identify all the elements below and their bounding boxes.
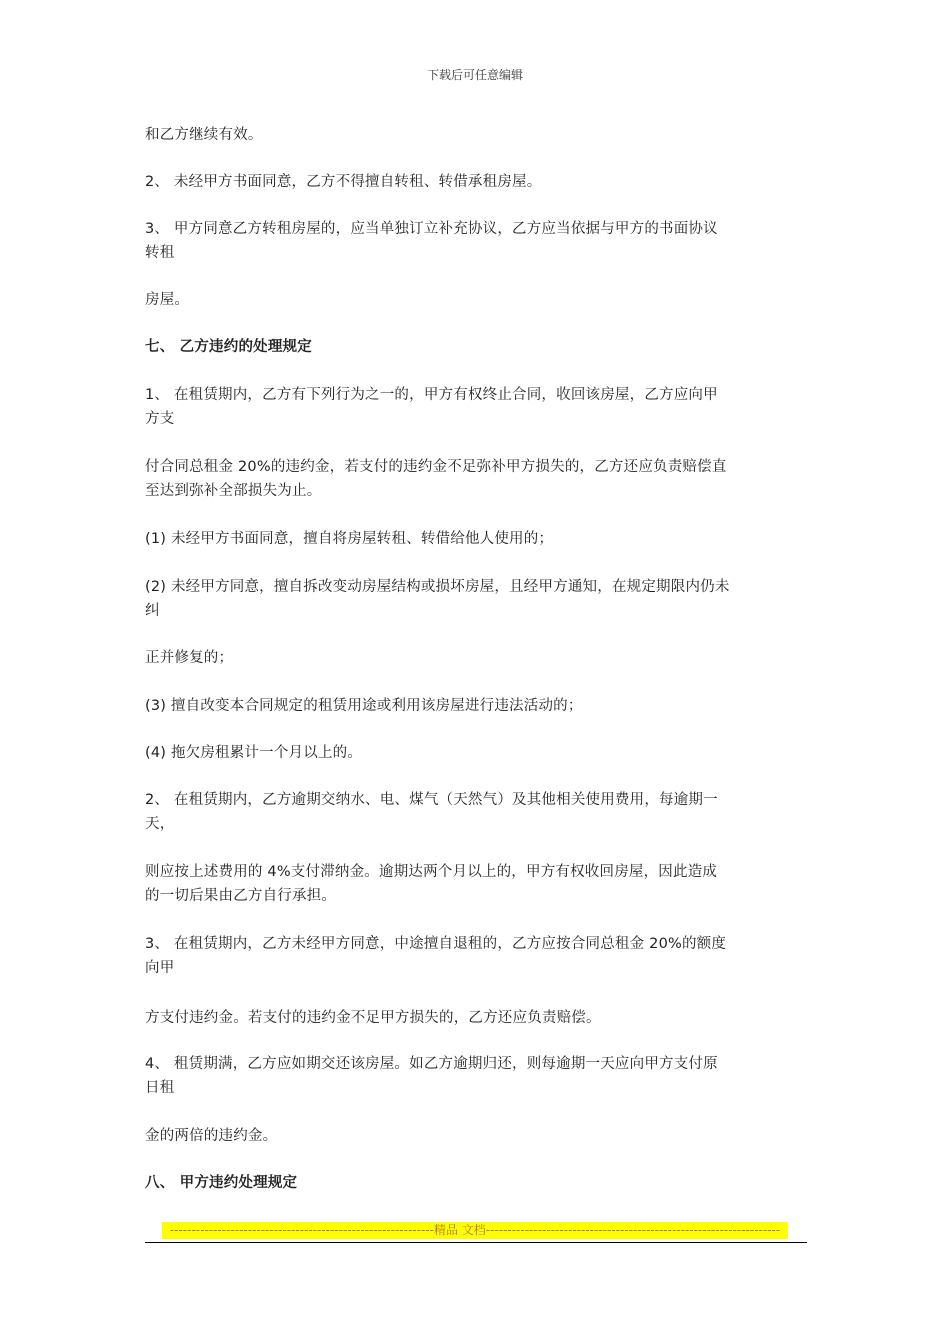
footer-divider bbox=[145, 1242, 807, 1243]
clause-1-line2: 方支 bbox=[145, 411, 175, 427]
clause-4-line3: 金的两倍的违约金。 bbox=[145, 1128, 278, 1144]
clause-1-line4: 至达到弥补全部损失为止。 bbox=[145, 483, 322, 499]
section-8-heading: 八、 甲方违约处理规定 bbox=[145, 1175, 298, 1191]
item-2-line3: 正并修复的； bbox=[145, 650, 234, 666]
page-header: 下载后可任意编辑 bbox=[426, 68, 523, 82]
paragraph: 和乙方继续有效。 bbox=[145, 127, 263, 143]
paragraph: 房屋。 bbox=[145, 292, 190, 308]
item-3: (3) 擅自改变本合同规定的租赁用途或利用该房屋进行违法活动的； bbox=[145, 698, 583, 714]
item-2-line2: 纠 bbox=[145, 603, 160, 619]
clause-2-line2: 天， bbox=[145, 816, 175, 832]
clause-3-line3: 方支付违约金。若支付的违约金不足甲方损失的，乙方还应负责赔偿。 bbox=[145, 1010, 601, 1026]
clause-2-line3: 则应按上述费用的 4%支付滞纳金。逾期达两个月以上的，甲方有权收回房屋，因此造成 bbox=[145, 864, 718, 880]
clause-3-sublet-line2: 转租 bbox=[145, 245, 175, 261]
clause-2-line4: 的一切后果由乙方自行承担。 bbox=[145, 888, 337, 904]
clause-1-line1: 1、 在租赁期内，乙方有下列行为之一的，甲方有权终止合同，收回该房屋，乙方应向甲 bbox=[145, 387, 718, 403]
item-1: (1) 未经甲方书面同意，擅自将房屋转租、转借给他人使用的； bbox=[145, 531, 554, 547]
clause-3-line2: 向甲 bbox=[145, 960, 175, 976]
clause-2-line1: 2、 在租赁期内，乙方逾期交纳水、电、煤气（天然气）及其他相关使用费用，每逾期一 bbox=[145, 792, 718, 808]
clause-4-line2: 日租 bbox=[145, 1080, 175, 1096]
clause-1-line3: 付合同总租金 20%的违约金，若支付的违约金不足弥补甲方损失的，乙方还应负责赔偿直 bbox=[145, 459, 727, 475]
clause-3-line1: 3、 在租赁期内，乙方未经甲方同意，中途擅自退租的，乙方应按合同总租金 20%的额度 bbox=[145, 936, 727, 952]
clause-3-sublet-line1: 3、 甲方同意乙方转租房屋的，应当单独订立补充协议，乙方应当依据与甲方的书面协议 bbox=[145, 221, 718, 237]
clause-4-line1: 4、 租赁期满，乙方应如期交还该房屋。如乙方逾期归还，则每逾期一天应向甲方支付原 bbox=[145, 1056, 718, 1072]
item-4: (4) 拖欠房租累计一个月以上的。 bbox=[145, 745, 363, 761]
section-7-heading: 七、 乙方违约的处理规定 bbox=[145, 339, 312, 355]
footer-banner: -------------------------------------------------------------精品 文档-------------------------------------------------------------------- bbox=[162, 1222, 788, 1239]
clause-2-sublet: 2、 未经甲方书面同意，乙方不得擅自转租、转借承租房屋。 bbox=[145, 174, 542, 190]
item-2-line1: (2) 未经甲方同意，擅自拆改变动房屋结构或损坏房屋，且经甲方通知，在规定期限内仍未 bbox=[145, 579, 730, 595]
